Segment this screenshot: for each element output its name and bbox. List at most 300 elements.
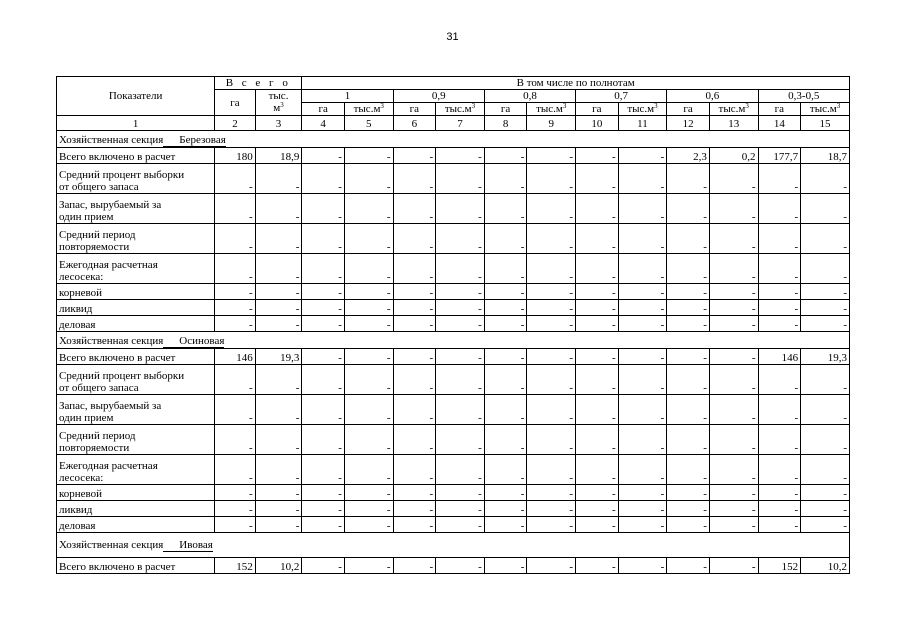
table-cell: - [255,224,302,254]
table-cell: - [576,501,619,517]
table-cell: - [709,224,758,254]
row-label: Средний период повторяемости [57,425,215,455]
table-cell: - [436,316,485,332]
table-cell: - [667,501,710,517]
table-cell: - [801,164,850,194]
table-cell: - [215,395,256,425]
column-number: 2 [215,116,256,131]
section-label: Хозяйственная секция [59,134,164,146]
section-name: Ивовая [163,539,213,552]
table-cell: - [618,501,667,517]
table-cell: - [302,284,345,300]
table-cell: - [484,284,527,300]
column-number: 12 [667,116,710,131]
table-cell: - [344,455,393,485]
table-cell: - [344,254,393,284]
table-cell: - [758,485,801,501]
table-row [57,164,850,194]
table-cell: - [618,365,667,395]
table-cell: - [393,558,436,574]
table-cell: - [618,300,667,316]
table-cell: - [302,395,345,425]
table-cell: - [527,300,576,316]
table-cell: - [576,365,619,395]
table-cell: - [576,254,619,284]
row-label: Запас, вырубаемый за один прием [57,194,215,224]
table-cell: - [618,455,667,485]
table-cell: - [344,316,393,332]
table-cell: - [436,194,485,224]
table-cell: - [576,194,619,224]
table-row [57,501,850,517]
table-cell: - [709,485,758,501]
table-cell: - [758,455,801,485]
table-cell: - [758,501,801,517]
table-cell: - [758,517,801,533]
table-cell: - [302,316,345,332]
table-cell: - [576,349,619,365]
table-cell: - [667,485,710,501]
table-cell: - [393,316,436,332]
row-label: Средний процент выборки от общего запаса [57,164,215,194]
header-density: 0,9 [393,90,484,103]
table-cell: - [618,164,667,194]
table-cell: 152 [215,558,256,574]
table-cell: - [618,284,667,300]
row-label: ликвид [57,501,215,517]
row-label: деловая [57,316,215,332]
table-row [57,300,850,316]
table-cell: - [255,164,302,194]
table-cell: - [758,284,801,300]
column-number: 15 [801,116,850,131]
table-cell: - [576,300,619,316]
header-indicators: Показатели [57,77,215,116]
table-cell: - [436,455,485,485]
table-cell: - [484,349,527,365]
table-cell: - [667,395,710,425]
row-label: Запас, вырубаемый за один прием [57,395,215,425]
table-cell: - [393,395,436,425]
table-cell: - [709,501,758,517]
table-cell: - [393,455,436,485]
table-cell: - [255,517,302,533]
table-cell: - [618,517,667,533]
table-cell: - [255,284,302,300]
table-cell: - [344,365,393,395]
section-row [57,131,850,148]
table-cell: - [344,558,393,574]
column-number: 11 [618,116,667,131]
row-label: Всего включено в расчет [57,558,215,574]
table-cell: - [436,349,485,365]
table-cell: 10,2 [255,558,302,574]
header-unit-ha: га [393,103,436,116]
table-cell: - [758,425,801,455]
table-cell: 19,3 [801,349,850,365]
section-header [57,332,850,349]
table-row [57,194,850,224]
header-total: В с е г о [215,77,302,90]
table-row [57,349,850,365]
page-number: 31 [446,31,459,43]
table-cell: - [344,485,393,501]
table-cell: - [436,425,485,455]
table-cell: - [255,501,302,517]
row-label: Средний процент выборки от общего запаса [57,365,215,395]
table-cell: - [618,395,667,425]
table-cell: - [527,425,576,455]
table-cell: - [801,501,850,517]
table-cell: - [393,224,436,254]
table-cell: - [709,164,758,194]
table-cell: - [436,284,485,300]
table-cell: - [215,316,256,332]
table-cell: - [618,425,667,455]
header-density: 0,8 [484,90,575,103]
row-label: деловая [57,517,215,533]
table-cell: - [393,164,436,194]
table-cell: - [758,164,801,194]
table-cell: - [344,349,393,365]
table-cell: - [667,224,710,254]
column-number: 3 [255,116,302,131]
table-cell: - [801,395,850,425]
table-cell: - [484,316,527,332]
table-cell: - [801,284,850,300]
table-cell: - [484,300,527,316]
table-cell: - [709,349,758,365]
table-cell: - [576,455,619,485]
table-cell: - [215,284,256,300]
table-cell: - [344,148,393,164]
table-cell: - [801,365,850,395]
header-unit-ha: га [667,103,710,116]
table-cell: - [667,300,710,316]
table-cell: 180 [215,148,256,164]
table-cell: - [302,164,345,194]
table-cell: - [758,395,801,425]
table-cell: - [576,316,619,332]
table-cell: - [344,517,393,533]
row-label: корневой [57,485,215,501]
table-cell: - [801,254,850,284]
table-cell: - [344,395,393,425]
table-cell: - [344,300,393,316]
table-cell: - [302,501,345,517]
table-cell: - [667,425,710,455]
table-cell: - [758,365,801,395]
header-unit-thous-m3: $тыс.м^3$ [801,103,850,116]
section-label: Хозяйственная секция [59,335,164,347]
header-unit-ha: га [302,103,345,116]
table-cell: - [436,485,485,501]
table-cell: - [576,395,619,425]
column-number: 14 [758,116,801,131]
section-row [57,332,850,349]
table-cell: - [302,349,345,365]
header-density: 0,3-0,5 [758,90,849,103]
table-cell: - [344,284,393,300]
table-cell: - [255,425,302,455]
table-cell: - [215,455,256,485]
table-cell: 152 [758,558,801,574]
table-cell: - [484,558,527,574]
table-cell: - [436,501,485,517]
row-label: Всего включено в расчет [57,349,215,365]
table-cell: - [709,558,758,574]
table-cell: - [576,425,619,455]
table-cell: - [618,349,667,365]
table-cell: - [436,224,485,254]
table-cell: - [618,485,667,501]
table-cell: - [576,558,619,574]
table-cell: - [709,254,758,284]
row-label: Ежегодная расчетная лесосека: [57,455,215,485]
table-cell: - [758,194,801,224]
table-cell: - [527,316,576,332]
table-cell: - [484,365,527,395]
header-total-ha: га [215,90,256,116]
table-cell: - [302,300,345,316]
table-cell: - [484,254,527,284]
table-cell: - [801,224,850,254]
table-cell: - [344,194,393,224]
table-cell: - [215,517,256,533]
table-cell: - [618,558,667,574]
table-cell: - [667,164,710,194]
table-cell: - [527,164,576,194]
column-number: 13 [709,116,758,131]
header-unit-ha: га [484,103,527,116]
header-including: В том числе по полнотам [302,77,850,90]
header-unit-ha: га [576,103,619,116]
table-cell: - [393,349,436,365]
table-row [57,558,850,574]
table-cell: - [667,558,710,574]
table-cell: 146 [758,349,801,365]
table-cell: - [436,300,485,316]
table-cell: - [393,425,436,455]
table-row [57,485,850,501]
table-cell: 2,3 [667,148,710,164]
table-cell: - [527,254,576,284]
section-header [57,533,850,558]
table-row [57,316,850,332]
table-cell: - [527,517,576,533]
section-name: Осиновая [163,335,224,348]
table-cell: - [215,365,256,395]
table-cell: - [393,300,436,316]
section-name: Березовая [163,134,226,147]
table-cell: - [484,164,527,194]
table-cell: - [527,349,576,365]
table-cell: - [709,316,758,332]
table-cell: - [436,254,485,284]
column-number: 10 [576,116,619,131]
table-cell: - [255,300,302,316]
table-cell: - [527,365,576,395]
table-cell: - [527,485,576,501]
table-cell: 10,2 [801,558,850,574]
table-cell: - [527,501,576,517]
table-cell: - [255,395,302,425]
table-cell: - [667,455,710,485]
table-cell: 18,9 [255,148,302,164]
header-unit-thous-m3: $тыс.м^3$ [344,103,393,116]
table-cell: - [255,365,302,395]
column-number: 5 [344,116,393,131]
table-cell: - [527,558,576,574]
table-cell: - [344,224,393,254]
table-cell: - [576,164,619,194]
table-cell: - [484,485,527,501]
table-cell: - [709,395,758,425]
table-row [57,517,850,533]
table-cell: - [302,558,345,574]
row-label: ликвид [57,300,215,316]
column-number: 7 [436,116,485,131]
table-cell: - [393,254,436,284]
table-cell: - [302,485,345,501]
table-cell: - [484,194,527,224]
table-cell: - [801,425,850,455]
header-unit-thous-m3: $тыс.м^3$ [618,103,667,116]
table-cell: - [576,485,619,501]
table-cell: - [393,148,436,164]
table-cell: - [576,517,619,533]
table-cell: - [255,485,302,501]
header-unit-thous-m3: $тыс.м^3$ [527,103,576,116]
table-cell: - [344,425,393,455]
table-cell: - [215,501,256,517]
table-cell: 146 [215,349,256,365]
table-cell: - [667,254,710,284]
table-row [57,148,850,164]
table-cell: - [527,148,576,164]
table-cell: - [801,194,850,224]
table-cell: - [215,425,256,455]
table-row [57,365,850,395]
table-cell: - [436,164,485,194]
table-cell: 177,7 [758,148,801,164]
table-cell: - [527,284,576,300]
table-row [57,395,850,425]
table-cell: - [484,395,527,425]
table-cell: - [484,425,527,455]
table-cell: - [215,224,256,254]
table-cell: - [709,194,758,224]
table-cell: - [709,425,758,455]
table-cell: - [302,455,345,485]
table-cell: - [527,395,576,425]
table-row [57,455,850,485]
table-cell: - [436,517,485,533]
table-cell: - [709,517,758,533]
table-cell: - [215,254,256,284]
table-cell: - [667,316,710,332]
table-row [57,425,850,455]
table-cell: - [393,517,436,533]
header-unit-ha: га [758,103,801,116]
table-cell: - [436,558,485,574]
table-cell: - [436,365,485,395]
table-cell: - [215,164,256,194]
table-cell: - [527,224,576,254]
table-cell: - [758,254,801,284]
table-cell: - [709,300,758,316]
table-cell: - [302,365,345,395]
table-cell: - [302,517,345,533]
table-cell: - [255,455,302,485]
table-cell: - [393,485,436,501]
column-number: 4 [302,116,345,131]
table-cell: - [344,164,393,194]
table-cell: - [255,254,302,284]
table-cell: - [618,194,667,224]
table-cell: - [801,485,850,501]
table-cell: - [618,224,667,254]
header-unit-thous-m3: $тыс.м^3$ [709,103,758,116]
section-row [57,533,850,558]
table-cell: - [618,316,667,332]
column-number: 9 [527,116,576,131]
table-cell: - [344,501,393,517]
column-number: 6 [393,116,436,131]
table-cell: - [484,501,527,517]
table-row [57,254,850,284]
table-cell: - [215,300,256,316]
table-cell: - [801,517,850,533]
row-label: Ежегодная расчетная лесосека: [57,254,215,284]
table-cell: - [255,316,302,332]
row-label: Всего включено в расчет [57,148,215,164]
table-cell: 19,3 [255,349,302,365]
header-density: 1 [302,90,393,103]
table-cell: - [215,194,256,224]
table-cell: - [576,148,619,164]
table-cell: - [484,517,527,533]
table-cell: - [618,254,667,284]
table-cell: - [667,349,710,365]
table-cell: - [302,254,345,284]
header-total-thous-m3: тыс. $м^3$ [255,90,302,116]
table-cell: - [667,517,710,533]
table-cell: - [393,365,436,395]
table-cell: - [709,455,758,485]
table-cell: - [709,284,758,300]
table-cell: - [527,194,576,224]
table-cell: - [302,425,345,455]
table-cell: - [393,284,436,300]
forest-table [56,76,850,574]
table-cell: - [302,224,345,254]
row-label: Средний период повторяемости [57,224,215,254]
header-density: 0,7 [576,90,667,103]
table-cell: - [436,395,485,425]
table-cell: - [801,300,850,316]
table-cell: - [393,194,436,224]
section-header [57,131,850,148]
column-number: 8 [484,116,527,131]
table-cell: - [758,316,801,332]
table-cell: - [667,284,710,300]
section-label: Хозяйственная секция [59,538,164,551]
table-cell: - [484,455,527,485]
table-cell: - [758,224,801,254]
table-cell: - [527,455,576,485]
table-cell: - [576,284,619,300]
